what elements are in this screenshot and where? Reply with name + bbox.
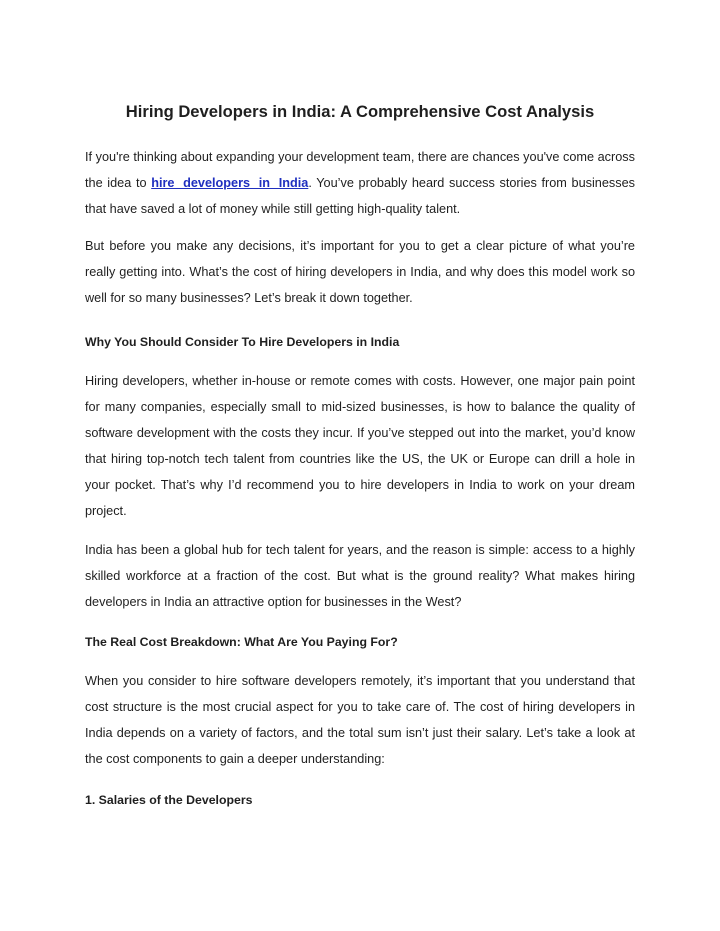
section-heading-salaries: 1. Salaries of the Developers <box>85 793 253 807</box>
intro-paragraph <box>85 144 635 222</box>
paragraph-cost-structure: When you consider to hire software developers remotely, it’s important that you understand that cost structure is the most crucial aspect for you to take care of. The cost of hiring developers in India depends on a variety of factors, and the total sum isn’t just their salary. Let’s take a look at the cost components to gain a deeper understanding: <box>85 674 635 766</box>
paragraph-decision: But before you make any decisions, it’s important for you to get a clear picture of what you’re really getting into. What’s the cost of hiring developers in India, and why does this model work so well for so many businesses? Let’s break it down together. <box>85 239 635 305</box>
intro-text-before-link: If you're thinking about expanding your development team, there are chances you've come across the idea to <box>85 150 635 190</box>
paragraph-costs: Hiring developers, whether in-house or remote comes with costs. However, one major pain point for many companies, especially small to mid-sized businesses, is how to balance the quality of software development with the costs they incur. If you’ve stepped out into the market, you’d know that hiring top-notch tech talent from countries like the US, the UK or Europe can drill a hole in your pocket. That’s why I’d recommend you to hire developers in India to work on your dream project. <box>85 374 635 518</box>
section-heading-cost-breakdown: The Real Cost Breakdown: What Are You Paying For? <box>85 635 398 649</box>
document-title: Hiring Developers in India: A Comprehensive Cost Analysis <box>125 102 595 121</box>
hire-developers-link[interactable]: hire developers in India <box>151 176 309 190</box>
intro-text-after-link: . You’ve probably heard success stories from businesses that have saved a lot of money while still getting high-quality talent. <box>85 176 636 216</box>
paragraph-india-hub: India has been a global hub for tech talent for years, and the reason is simple: access to a highly skilled workforce at a fraction of the cost. But what is the ground reality? What makes hiring developers in India an attractive option for businesses in the West? <box>85 543 635 609</box>
section-heading-why-hire: Why You Should Consider To Hire Developers in India <box>85 335 400 349</box>
